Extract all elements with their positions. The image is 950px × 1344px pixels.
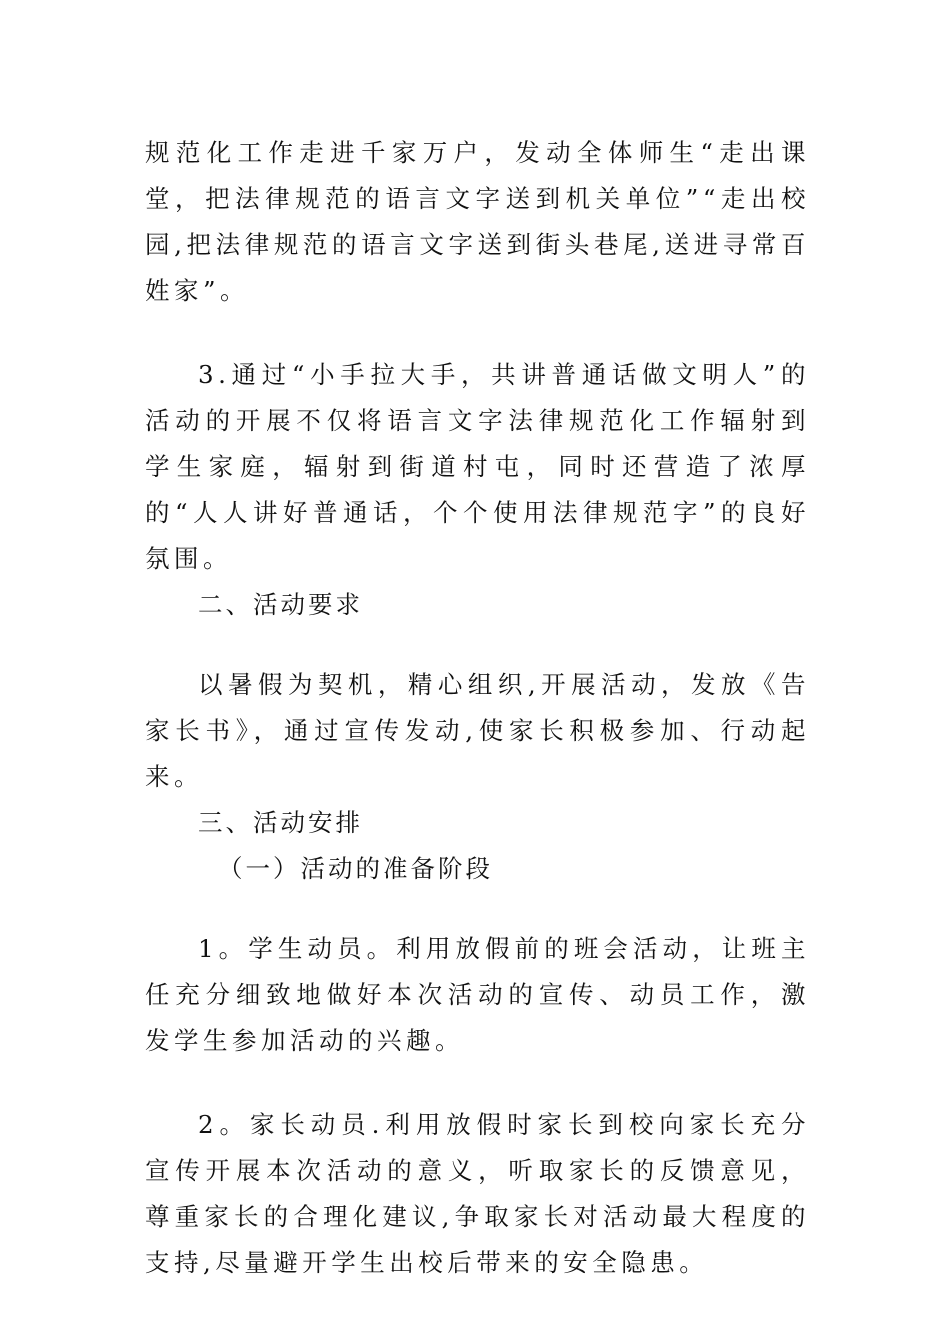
subsection-heading-preparation: （一）活动的准备阶段 xyxy=(218,854,493,883)
paragraph-requirements: 以暑假为契机，精心组织,开展活动，发放《告家长书》，通过宣传发动,使家长积极参加、行动起来。 xyxy=(145,670,810,791)
paragraph-parent-mobilization: 2。家长动员.利用放假时家长到校向家长充分宣传开展本次活动的意义，听取家长的反馈意见，尊重家长的合理化建议,争取家长对活动最大程度的支持,尽量避开学生出校后带来的安全隐患。 xyxy=(145,1110,810,1277)
paragraph-item-3: 3.通过“小手拉大手，共讲普通话做文明人”的活动的开展不仅将语言文字法律规范化工作辐射到学生家庭，辐射到街道村屯，同时还营造了浓厚的“人人讲好普通话，个个使用法律规范字”的良好氛围。 xyxy=(145,360,810,573)
paragraph-student-mobilization: 1。学生动员。利用放假前的班会活动，让班主任充分细致地做好本次活动的宣传、动员工作，激发学生参加活动的兴趣。 xyxy=(145,934,810,1055)
document-body xyxy=(145,130,810,1286)
section-heading-arrangement: 三、活动安排 xyxy=(198,808,363,837)
paragraph-continuation: 规范化工作走进千家万户，发动全体师生“走出课堂，把法律规范的语言文字送到机关单位”“走出校园,把法律规范的语言文字送到街头巷尾,送进寻常百姓家”。 xyxy=(145,138,810,305)
section-heading-requirements: 二、活动要求 xyxy=(198,590,363,619)
